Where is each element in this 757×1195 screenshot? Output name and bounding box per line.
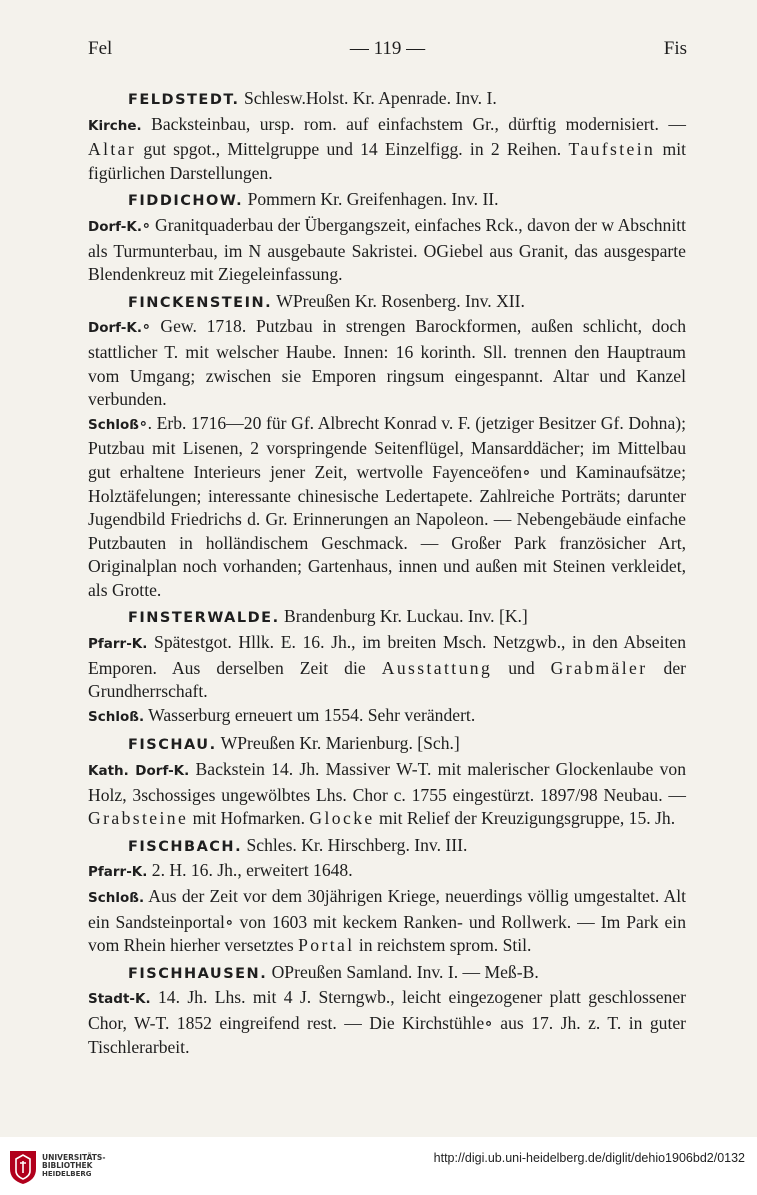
place-location: Brandenburg Kr. Luckau. Inv. [K.] xyxy=(279,606,528,627)
section-text: und xyxy=(492,657,551,678)
entry xyxy=(88,834,686,958)
place-name: FISCHBACH. xyxy=(128,838,243,855)
entry-section xyxy=(88,315,686,411)
wordmark-line-1: UNIVERSITÄTS- xyxy=(42,1153,106,1162)
entry-heading xyxy=(88,961,686,987)
section-label: Dorf-K. xyxy=(88,218,142,235)
place-location: Pommern Kr. Greifenhagen. Inv. II. xyxy=(243,189,499,210)
place-name: FIDDICHOW. xyxy=(128,193,244,210)
emphasized-term: Grabsteine xyxy=(88,808,189,829)
section-label: Kirche. xyxy=(88,117,142,134)
emphasized-term: Glocke xyxy=(309,808,375,829)
running-head-right: Fis xyxy=(663,38,687,59)
place-name: FINSTERWALDE. xyxy=(128,610,280,627)
section-text: Wasserburg erneuert um 1554. Sehr verändert. xyxy=(144,704,476,725)
page-number: — 119 — xyxy=(349,38,426,59)
entry xyxy=(88,188,686,286)
place-name: FISCHHAUSEN. xyxy=(128,965,268,982)
section-label: Schloß xyxy=(88,416,139,433)
section-text: 14. Jh. Lhs. mit 4 J. Sterngwb., leicht eingezogener platt geschlossener Chor, W-T. 1852 eingreifend rest. — Die Kirchstühle∘ aus 17. Jh. z. T. in guter Tischlerarbeit. xyxy=(88,987,686,1057)
section-text: Backsteinbau, ursp. rom. auf einfachstem Gr., dürftig modernisiert. — xyxy=(141,113,686,134)
entry-section xyxy=(88,412,686,603)
place-location: WPreußen Kr. Marienburg. [Sch.] xyxy=(216,733,460,754)
wordmark-line-2: BIBLIOTHEK xyxy=(42,1161,93,1170)
section-text: der Grundherrschaft. xyxy=(88,657,687,702)
emphasized-term: Grabmäler xyxy=(550,657,648,678)
entry xyxy=(88,87,686,185)
section-text: in reichstem sprom. Stil. xyxy=(354,935,532,956)
entry-heading xyxy=(88,732,686,758)
section-label: Kath. Dorf-K. xyxy=(88,763,190,780)
section-label: Schloß. xyxy=(88,890,145,906)
wordmark-line-3: HEIDELBERG xyxy=(42,1170,92,1178)
entry-heading xyxy=(88,87,686,113)
emphasized-term: Ausstattung xyxy=(381,657,493,678)
running-head-left: Fel xyxy=(88,38,113,59)
entry-section xyxy=(88,704,686,730)
section-text: ∘ Granitquaderbau der Übergangszeit, einfaches Rck., davon der w Abschnitt als Turmunterbau, im N ausgebaute Sakristei. OGiebel aus Granit, das ausgesparte Blendenkreuz mit Ziegeleinfassung. xyxy=(88,214,686,285)
entry-section xyxy=(88,631,686,704)
emphasized-term: Altar xyxy=(88,139,137,160)
entry-heading xyxy=(88,188,686,214)
entry xyxy=(88,605,686,729)
entry xyxy=(88,290,686,603)
entry-section xyxy=(88,885,686,958)
entry xyxy=(88,961,686,1059)
place-name: FISCHAU. xyxy=(128,737,217,754)
section-label: Schloß. xyxy=(88,708,145,725)
entry xyxy=(88,732,686,830)
place-name: FINCKENSTEIN. xyxy=(128,294,273,311)
section-text: ∘. Erb. 1716—20 für Gf. Albrecht Konrad v. F. (jetziger Besitzer Gf. Dohna); Putzbau mit Lisenen, 2 vorspringende Seitenflügel, Mansarddächer; im Mittelbau gut erhaltene Interieurs jener Zeit, wertvolle Fayenceöfen∘ und Kaminaufsätze; Holztäfelungen; interessante chinesische Ledertapete. Zahlreiche Porträts; darunter Jugendbild Friedrichs d. Gr. Erinnerungen an Napoleon. — Nebengebäude einfache Putzbauten in holländischem Geschmack. — Großer Park französicher Art, Originalplan noch vorhanden; Gartenhaus, innen und außen mit Steinen verkleidet, als Grotte. xyxy=(88,412,686,600)
section-text: mit figürlichen Darstellungen. xyxy=(88,139,686,183)
place-name: FELDSTEDT. xyxy=(128,92,240,108)
entry-section xyxy=(88,986,686,1059)
section-text: Backstein 14. Jh. Massiver W-T. mit malerischer Glockenlaube von Holz, 3schossiges ungewölbtes Lhs. Chor c. 1755 eingestürzt. 1897/98 Neubau. — xyxy=(88,759,686,805)
emphasized-term: Portal xyxy=(298,935,355,956)
source-url[interactable]: http://digi.ub.uni-heidelberg.de/diglit/dehio1906bd2/0132 xyxy=(433,1151,745,1165)
section-text: mit Hofmarken. xyxy=(188,808,310,829)
section-label: Pfarr-K. xyxy=(88,864,148,881)
place-location: Schles. Kr. Hirschberg. Inv. III. xyxy=(242,834,468,855)
entry-section xyxy=(88,113,686,186)
entry-section xyxy=(88,214,686,287)
body-text xyxy=(88,87,686,1062)
section-text: gut spgot., Mittelgruppe und 14 Einzelfigg. in 2 Reihen. xyxy=(136,139,569,160)
footer-bar xyxy=(0,1137,757,1195)
section-label: Stadt-K. xyxy=(88,991,151,1008)
section-label: Dorf-K. xyxy=(88,320,142,337)
place-location: WPreußen Kr. Rosenberg. Inv. XII. xyxy=(272,290,525,311)
entry-section xyxy=(88,859,686,885)
section-label: Pfarr-K. xyxy=(88,636,148,653)
section-text: Spätestgot. Hllk. E. 16. Jh., im breiten Msch. Netzgwb., in den Abseiten Emporen. Aus derselben Zeit die xyxy=(88,632,686,678)
place-location: Schlesw.Holst. Kr. Apenrade. Inv. I. xyxy=(239,88,497,108)
university-seal-icon xyxy=(8,1149,38,1185)
entry-section xyxy=(88,758,686,831)
running-head xyxy=(88,38,687,68)
emphasized-term: Taufstein xyxy=(568,139,656,160)
place-location: OPreußen Samland. Inv. I. — Meß-B. xyxy=(267,961,539,982)
section-text: mit Relief der Kreuzigungsgruppe, 15. Jh. xyxy=(374,808,676,829)
section-text: 2. H. 16. Jh., erweitert 1648. xyxy=(147,860,353,881)
library-wordmark xyxy=(42,1154,105,1178)
entry-heading xyxy=(88,834,686,860)
entry-heading xyxy=(88,290,686,316)
section-text: ∘ Gew. 1718. Putzbau in strengen Barockformen, außen schlicht, doch stattlicher T. mit welscher Haube. Innen: 16 korinth. Sll. trennen den Hauptraum vom Umgang; zwischen sie Emporen ringsum eingespannt. Altar und Kanzel verbunden. xyxy=(88,316,686,410)
section-text: Aus der Zeit vor dem 30jährigen Kriege, neuerdings völlig umgestaltet. Alt ein Sandsteinportal∘ von 1603 mit keckem Ranken- und Rollwerk. — Im Park ein vom Rhein hierher versetztes xyxy=(88,886,686,956)
entry-heading xyxy=(88,605,686,631)
